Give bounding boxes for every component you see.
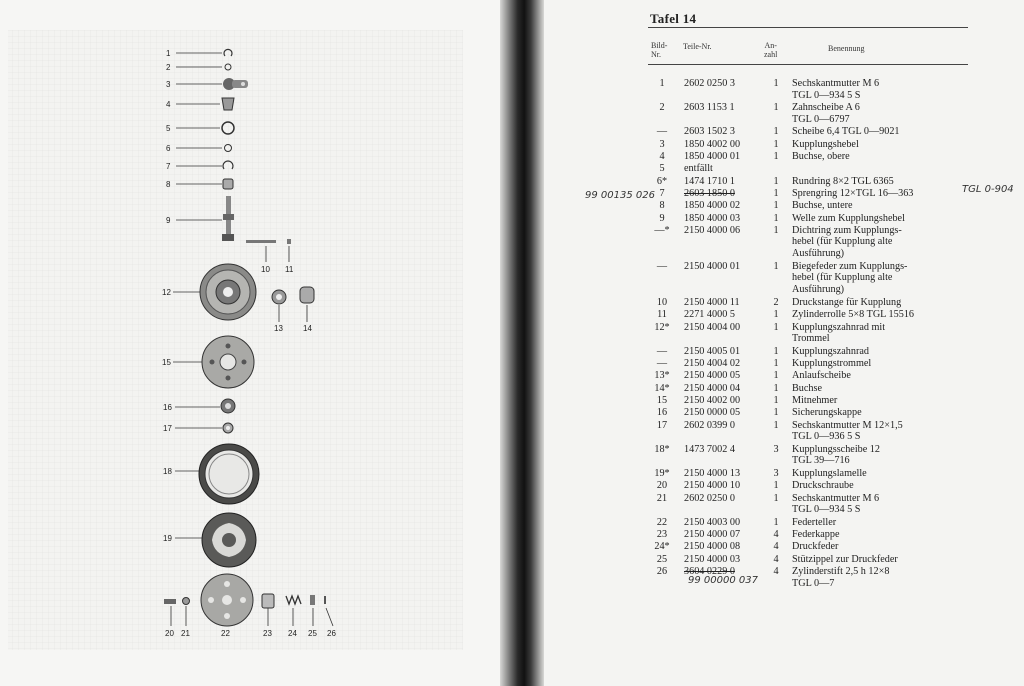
table-row	[648, 78, 1008, 102]
table-row	[648, 176, 1008, 188]
anzahl-cell: 3	[773, 468, 779, 479]
diagram-label-1: 1	[166, 49, 171, 58]
table-row	[648, 213, 1008, 225]
part-4-bushing-upper	[222, 98, 234, 110]
teile-nr-cell: 2602 0399 0	[684, 419, 735, 431]
bild-nr-cell: 7	[659, 187, 665, 199]
benennung-cell	[792, 151, 1008, 163]
anzahl-cell: 1	[773, 138, 779, 150]
benennung-line: TGL 0—6797	[792, 113, 850, 125]
teile-nr-cell: 2271 4000 5	[684, 309, 735, 321]
bild-nr-cell: 24*	[654, 541, 670, 553]
benennung-line: Kupplungshebel	[792, 138, 859, 150]
teile-nr-cell: 2150 4000 03	[684, 553, 741, 565]
part-13-thrust-washer	[272, 290, 286, 304]
table-row	[648, 200, 1008, 212]
bild-nr-cell: 5	[659, 163, 665, 175]
benennung-line: Druckstange für Kupplung	[792, 297, 902, 308]
benennung-cell	[792, 126, 1008, 138]
teile-nr-cell: 2150 4004 02	[684, 358, 741, 370]
table-row	[648, 407, 1008, 419]
anzahl-cell: 1	[773, 126, 779, 138]
anzahl-cell: 4	[773, 566, 779, 577]
table-row	[648, 188, 1008, 200]
teile-nr-cell: 2150 4000 01	[684, 260, 741, 272]
part-19-clutch-lamella	[202, 513, 256, 567]
table-row	[648, 261, 1008, 297]
anzahl-cell: 4	[773, 553, 779, 565]
benennung-cell	[792, 225, 1008, 260]
benennung-line: TGL 0—7	[792, 577, 835, 589]
bild-nr-cell: 14*	[654, 382, 670, 394]
teile-nr-cell: 2150 4000 06	[684, 224, 741, 236]
bild-nr-cell: 22	[656, 516, 668, 528]
teile-nr-cell: 3604 0229 0	[684, 566, 735, 577]
diagram-label-16: 16	[163, 403, 172, 412]
benennung-line: Buchse, obere	[792, 151, 850, 162]
table-row	[648, 554, 1008, 566]
anzahl-cell: 1	[773, 370, 779, 382]
table-row	[648, 529, 1008, 541]
table-row	[648, 444, 1008, 468]
benennung-line: Zahnscheibe A 6	[792, 102, 860, 114]
handwritten-note-left: 99 00135 026	[585, 190, 655, 201]
part-26-cylinder-pin	[324, 596, 326, 604]
bild-nr-cell: 6*	[656, 175, 668, 187]
benennung-line: Kupplungslamelle	[792, 468, 867, 479]
anzahl-cell: 4	[773, 541, 779, 553]
benennung-line: Rundring 8×2 TGL 6365	[792, 175, 894, 187]
bild-nr-cell: 13*	[654, 370, 670, 382]
benennung-cell	[792, 297, 1008, 309]
part-20-pressure-screw	[164, 599, 176, 604]
benennung-cell	[792, 541, 1008, 553]
teile-nr-cell: 2150 4002 00	[684, 395, 741, 406]
table-row	[648, 139, 1008, 151]
table-row	[648, 493, 1008, 517]
table-row	[648, 151, 1008, 163]
bild-nr-cell: 25	[656, 553, 668, 565]
benennung-line: Trommel	[792, 333, 830, 345]
header-rule-bottom	[648, 64, 968, 65]
benennung-line: Sechskantmutter M 12×1,5	[792, 419, 903, 431]
teile-nr-cell: 1473 7002 4	[684, 443, 735, 455]
teile-nr-cell: 1474 1710 1	[684, 175, 735, 187]
anzahl-cell: 1	[773, 419, 779, 431]
part-8-bushing-lower	[223, 179, 233, 189]
benennung-line: Sicherungskappe	[792, 407, 862, 419]
table-row	[648, 370, 1008, 382]
benennung-line: Dichtring zum Kupplungs-	[792, 224, 902, 236]
anzahl-cell: 1	[773, 224, 779, 236]
anzahl-cell: 4	[773, 529, 779, 541]
benennung-line: Federkappe	[792, 529, 840, 541]
diagram-label-12: 12	[162, 288, 171, 297]
teile-nr-cell: entfällt	[684, 163, 713, 175]
benennung-cell	[792, 407, 1008, 419]
anzahl-cell: 1	[773, 102, 779, 114]
anzahl-cell: 1	[773, 260, 779, 272]
table-row	[648, 346, 1008, 358]
anzahl-cell: 1	[773, 480, 779, 492]
anzahl-cell: 1	[773, 321, 779, 333]
teile-nr-cell: 2150 4000 13	[684, 468, 741, 479]
bild-nr-cell: 18*	[654, 443, 670, 455]
table-row	[648, 163, 1008, 175]
teile-nr-cell: 2150 4000 04	[684, 382, 741, 394]
teile-nr-cell: 2150 4005 01	[684, 345, 741, 357]
bild-nr-cell: —	[656, 260, 668, 272]
benennung-line: Buchse	[792, 382, 822, 394]
diagram-label-6: 6	[166, 144, 171, 153]
benennung-line: Federteller	[792, 516, 837, 528]
table-row	[648, 395, 1008, 407]
teile-nr-cell: 2150 4000 11	[684, 297, 740, 308]
teile-nr-cell: 2150 4004 00	[684, 321, 741, 333]
table-row	[648, 383, 1008, 395]
part-14-bushing	[300, 287, 314, 303]
anzahl-cell: 1	[773, 382, 779, 394]
diagram-label-19: 19	[163, 534, 172, 543]
bild-nr-cell: 19*	[654, 468, 670, 479]
diagram-label-22: 22	[221, 629, 230, 638]
teile-nr-cell: 1850 4000 01	[684, 151, 741, 162]
benennung-line: Zylinderrolle 5×8 TGL 15516	[792, 309, 915, 321]
anzahl-cell: 1	[773, 345, 779, 357]
benennung-line: Sechskantmutter M 6	[792, 492, 880, 504]
benennung-cell	[792, 309, 1008, 321]
table-row	[648, 541, 1008, 553]
benennung-line: Mitnehmer	[792, 395, 838, 406]
benennung-cell	[792, 78, 1008, 101]
teile-nr-cell: 2602 0250 3	[684, 78, 735, 89]
benennung-cell	[792, 346, 1008, 358]
table-row	[648, 517, 1008, 529]
table-row	[648, 297, 1008, 309]
diagram-label-9: 9	[166, 216, 171, 225]
bild-nr-cell: 21	[656, 492, 668, 504]
benennung-cell	[792, 444, 1008, 467]
benennung-cell	[792, 261, 1008, 296]
anzahl-cell: 1	[773, 187, 779, 199]
benennung-cell	[792, 395, 1008, 407]
benennung-line: Druckfeder	[792, 541, 839, 553]
diagram-label-5: 5	[166, 124, 171, 133]
handwritten-note-right: TGL 0-904	[962, 184, 1014, 195]
diagram-label-2: 2	[166, 63, 171, 72]
table-row	[648, 480, 1008, 492]
diagram-label-25: 25	[308, 629, 317, 638]
diagram-label-10: 10	[261, 265, 270, 274]
benennung-line: TGL 0—934 5 S	[792, 89, 861, 101]
benennung-line: Ausführung)	[792, 283, 845, 295]
benennung-line: TGL 39—716	[792, 455, 850, 467]
benennung-cell	[792, 468, 1008, 480]
bild-nr-cell: 20	[656, 480, 668, 492]
benennung-line: Kupplungstrommel	[792, 358, 872, 370]
header-teile-nr: Teile-Nr.	[683, 42, 712, 51]
teile-nr-cell: 1850 4000 03	[684, 212, 741, 224]
teile-nr-cell: 2603 1153 1	[684, 102, 735, 114]
anzahl-cell: 1	[773, 151, 779, 162]
bild-nr-cell: 9	[659, 212, 665, 224]
diagram-label-4: 4	[166, 100, 171, 109]
bild-nr-cell: 8	[659, 200, 665, 212]
benennung-cell	[792, 554, 1008, 566]
bild-nr-cell: 10	[656, 297, 668, 308]
teile-nr-cell: 2603 1502 3	[684, 126, 735, 138]
teile-nr-cell: 2150 4000 10	[684, 480, 741, 492]
anzahl-cell: 1	[773, 407, 779, 419]
teile-nr-cell: 2602 0250 0	[684, 492, 735, 504]
anzahl-cell: 3	[773, 443, 779, 455]
benennung-cell	[792, 322, 1008, 345]
part-11-roller	[287, 239, 291, 244]
benennung-line: Welle zum Kupplungshebel	[792, 212, 905, 224]
benennung-line: hebel (für Kupplung alte	[792, 272, 893, 284]
benennung-line: Buchse, untere	[792, 200, 853, 212]
part-23-spring-cap	[262, 594, 274, 608]
bild-nr-cell: 3	[659, 138, 665, 150]
table-row	[648, 309, 1008, 321]
bild-nr-cell: —	[656, 345, 668, 357]
benennung-cell	[792, 383, 1008, 395]
teile-nr-cell: 2603 1850 0	[684, 187, 735, 199]
benennung-line: Kupplungszahnrad mit	[792, 321, 886, 333]
header-bild-nr: Bild- Nr.	[651, 41, 668, 59]
benennung-line: Kupplungszahnrad	[792, 345, 869, 357]
benennung-line: Biegefeder zum Kupplungs-	[792, 260, 908, 272]
diagram-label-11: 11	[285, 265, 294, 274]
anzahl-cell: 1	[773, 358, 779, 370]
teile-nr-cell: 1850 4000 02	[684, 200, 741, 212]
benennung-line: Kupplungsscheibe 12	[792, 443, 880, 455]
diagram-label-8: 8	[166, 180, 171, 189]
bild-nr-cell: —*	[654, 224, 670, 236]
bild-nr-cell: 23	[656, 529, 668, 541]
benennung-line: TGL 0—934 5 S	[792, 504, 861, 516]
benennung-cell	[792, 102, 1008, 125]
diagram-label-23: 23	[263, 629, 272, 638]
teile-nr-cell: 2150 4000 05	[684, 370, 741, 382]
benennung-line: Scheibe 6,4 TGL 0—9021	[792, 126, 900, 138]
diagram-label-7: 7	[166, 162, 171, 171]
handwritten-note-bottom: 99 00000 037	[688, 575, 758, 586]
bild-nr-cell: —	[656, 126, 668, 138]
benennung-cell	[792, 200, 1008, 212]
benennung-cell	[792, 370, 1008, 382]
anzahl-cell: 1	[773, 309, 779, 321]
bild-nr-cell: 1	[659, 78, 665, 89]
part-17-nut	[223, 423, 233, 433]
benennung-cell	[792, 566, 1008, 589]
bild-nr-cell: 11	[657, 309, 667, 321]
benennung-cell	[792, 493, 1008, 516]
anzahl-cell: 1	[773, 492, 779, 504]
benennung-line: Sechskantmutter M 6	[792, 78, 880, 89]
diagram-label-24: 24	[288, 629, 297, 638]
benennung-cell	[792, 480, 1008, 492]
part-18-clutch-plate	[199, 444, 259, 504]
bild-nr-cell: 16	[656, 407, 668, 419]
diagram-label-3: 3	[166, 80, 171, 89]
part-15-driver-disc	[202, 336, 254, 388]
diagram-label-17: 17	[163, 424, 172, 433]
benennung-line: Sprengring 12×TGL 16—363	[792, 187, 914, 199]
part-16-cap	[221, 399, 235, 413]
header-rule-top	[648, 27, 968, 28]
bild-nr-cell: 26	[656, 566, 668, 577]
teile-nr-cell: 2150 4003 00	[684, 516, 741, 528]
teile-nr-cell: 1850 4002 00	[684, 138, 741, 150]
benennung-line: Ausführung)	[792, 247, 845, 259]
table-row	[648, 420, 1008, 444]
benennung-cell	[792, 420, 1008, 443]
part-25-support-nipple	[310, 595, 315, 605]
teile-nr-cell: 2150 4000 08	[684, 541, 741, 553]
bild-nr-cell: —	[656, 358, 668, 370]
bild-nr-cell: 2	[659, 102, 665, 114]
diagram-label-14: 14	[303, 324, 312, 333]
anzahl-cell: 1	[773, 516, 779, 528]
benennung-line: Zylinderstift 2,5 h 12×8	[792, 566, 890, 577]
benennung-cell	[792, 139, 1008, 151]
diagram-label-13: 13	[274, 324, 283, 333]
part-10-push-rod	[246, 240, 276, 243]
table-row	[648, 102, 1008, 126]
anzahl-cell: 1	[773, 175, 779, 187]
diagram-label-15: 15	[162, 358, 171, 367]
benennung-cell	[792, 213, 1008, 225]
benennung-cell	[792, 358, 1008, 370]
anzahl-cell: 1	[773, 212, 779, 224]
header-anzahl: An- zahl	[764, 41, 778, 59]
part-21-nut	[183, 598, 190, 605]
page-title: Tafel 14	[650, 11, 697, 26]
header-benennung: Benennung	[828, 44, 865, 53]
benennung-line: Anlaufscheibe	[792, 370, 851, 382]
table-row	[648, 322, 1008, 346]
diagram-label-26: 26	[327, 629, 336, 638]
anzahl-cell: 1	[773, 395, 779, 406]
benennung-cell	[792, 517, 1008, 529]
benennung-cell	[792, 529, 1008, 541]
teile-nr-cell: 2150 0000 05	[684, 407, 741, 419]
benennung-line: Stützippel zur Druckfeder	[792, 553, 898, 565]
benennung-line: Druckschraube	[792, 480, 854, 492]
anzahl-cell: 1	[773, 200, 779, 212]
book-gutter	[500, 0, 544, 686]
benennung-line: hebel (für Kupplung alte	[792, 236, 893, 248]
diagram-label-21: 21	[181, 629, 190, 638]
bild-nr-cell: 15	[656, 395, 668, 406]
bild-nr-cell: 17	[656, 419, 668, 431]
anzahl-cell: 1	[773, 78, 779, 89]
table-row	[648, 225, 1008, 261]
benennung-line: TGL 0—936 5 S	[792, 431, 861, 443]
bild-nr-cell: 12*	[654, 321, 670, 333]
part-22-spring-plate	[201, 574, 253, 626]
part-12-clutch-drum	[200, 264, 256, 320]
diagram-label-18: 18	[163, 467, 172, 476]
diagram-label-20: 20	[165, 629, 174, 638]
anzahl-cell: 2	[773, 297, 779, 308]
table-row	[648, 126, 1008, 138]
table-row	[648, 468, 1008, 480]
bild-nr-cell: 4	[659, 151, 665, 162]
teile-nr-cell: 2150 4000 07	[684, 529, 741, 541]
table-row	[648, 358, 1008, 370]
